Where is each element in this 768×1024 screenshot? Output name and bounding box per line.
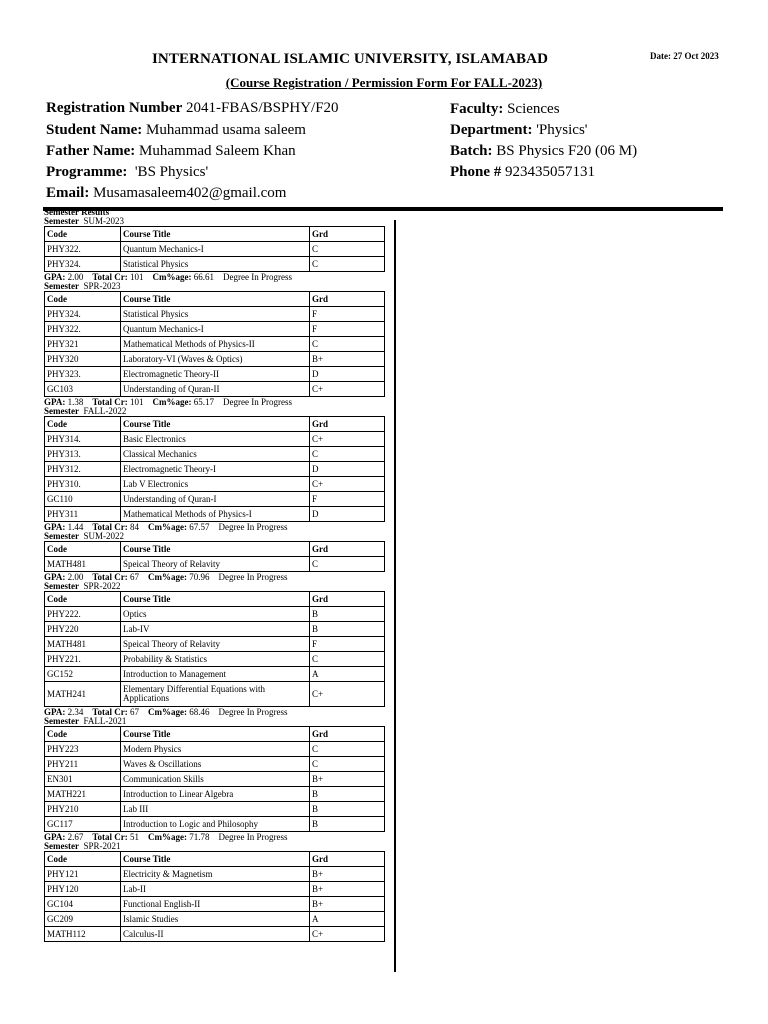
table-header-row: [45, 852, 385, 867]
batch-value: BS Physics F20 (06 M): [496, 143, 638, 159]
student-name-value: Muhammad usama saleem: [146, 122, 306, 138]
total-cr-label: Total Cr:: [92, 522, 128, 532]
course-title: Introduction to Management: [121, 667, 310, 682]
registration-number-label: Registration Number: [46, 100, 183, 116]
semester-name: FALL-2021: [83, 716, 127, 726]
table-row: [45, 352, 385, 367]
batch: [450, 143, 637, 160]
course-grade: A: [310, 667, 385, 682]
course-grade: D: [310, 367, 385, 382]
course-grade: B+: [310, 352, 385, 367]
semester-table: [44, 851, 385, 942]
course-title: Modern Physics: [121, 742, 310, 757]
course-grade: C+: [310, 477, 385, 492]
course-grade: F: [310, 307, 385, 322]
semester-table: [44, 726, 385, 832]
table-row: [45, 507, 385, 522]
semester-name: SPR-2022: [83, 581, 121, 591]
semester-name: SPR-2021: [83, 841, 121, 851]
total-cr-label: Total Cr:: [92, 572, 128, 582]
cm-label: Cm%age:: [148, 832, 187, 842]
cm-label: Cm%age:: [152, 272, 192, 282]
course-title: Lab-IV: [121, 622, 310, 637]
column-divider: [394, 220, 396, 972]
course-code: EN301: [45, 772, 121, 787]
course-code: MATH481: [45, 637, 121, 652]
table-row: [45, 882, 385, 897]
course-title: Classical Mechanics: [121, 447, 310, 462]
table-header-row: [45, 542, 385, 557]
course-grade: D: [310, 507, 385, 522]
table-row: [45, 382, 385, 397]
table-row: [45, 257, 385, 272]
father-name-label: Father Name:: [46, 143, 136, 159]
course-grade: F: [310, 637, 385, 652]
course-code: PHY222.: [45, 607, 121, 622]
col-code-header: Code: [45, 727, 121, 742]
course-grade: F: [310, 322, 385, 337]
table-row: [45, 742, 385, 757]
semester-name: FALL-2022: [83, 406, 127, 416]
table-header-row: [45, 227, 385, 242]
table-row: [45, 927, 385, 942]
semester-list: [44, 217, 384, 942]
course-grade: B: [310, 787, 385, 802]
course-title: Statistical Physics: [121, 307, 310, 322]
course-title: Electromagnetic Theory-I: [121, 462, 310, 477]
course-title: Quantum Mechanics-I: [121, 242, 310, 257]
course-grade: C: [310, 557, 385, 572]
gpa-label: GPA:: [44, 572, 66, 582]
semester-label-prefix: Semester: [44, 281, 79, 291]
table-row: [45, 912, 385, 927]
semester-label-prefix: Semester: [44, 216, 79, 226]
table-row: [45, 897, 385, 912]
course-code: PHY324.: [45, 257, 121, 272]
course-code: GC209: [45, 912, 121, 927]
course-grade: C: [310, 757, 385, 772]
col-title-header: Course Title: [121, 542, 310, 557]
course-title: Statistical Physics: [121, 257, 310, 272]
course-code: MATH221: [45, 787, 121, 802]
course-code: GC104: [45, 897, 121, 912]
course-grade: B: [310, 802, 385, 817]
table-header-row: [45, 727, 385, 742]
table-row: [45, 607, 385, 622]
gpa-value: 2.34: [67, 707, 84, 717]
gpa-value: 1.38: [67, 397, 84, 407]
col-grade-header: Grd: [310, 852, 385, 867]
course-code: MATH241: [45, 682, 121, 707]
course-title: Calculus-II: [121, 927, 310, 942]
cm-value: 71.78: [189, 832, 210, 842]
gpa-label: GPA:: [44, 397, 66, 407]
total-cr-label: Total Cr:: [92, 707, 128, 717]
col-code-header: Code: [45, 542, 121, 557]
semester-label-prefix: Semester: [44, 716, 79, 726]
table-row: [45, 622, 385, 637]
semester-label-prefix: Semester: [44, 531, 79, 541]
table-row: [45, 322, 385, 337]
degree-status: Degree In Progress: [218, 522, 288, 532]
table-row: [45, 367, 385, 382]
cm-label: Cm%age:: [148, 707, 187, 717]
course-grade: C: [310, 242, 385, 257]
course-title: Mathematical Methods of Physics-I: [121, 507, 310, 522]
course-grade: D: [310, 462, 385, 477]
table-row: [45, 447, 385, 462]
degree-status: Degree In Progress: [218, 832, 288, 842]
table-row: [45, 787, 385, 802]
table-row: [45, 652, 385, 667]
col-grade-header: Grd: [310, 417, 385, 432]
degree-status: Degree In Progress: [218, 572, 288, 582]
email-label: Email:: [46, 185, 90, 201]
course-code: PHY314.: [45, 432, 121, 447]
cm-value: 68.46: [189, 707, 210, 717]
col-code-header: Code: [45, 417, 121, 432]
course-grade: F: [310, 492, 385, 507]
course-grade: C: [310, 257, 385, 272]
course-title: Electromagnetic Theory-II: [121, 367, 310, 382]
semester-table: [44, 591, 385, 707]
table-row: [45, 802, 385, 817]
semester-table: [44, 541, 385, 572]
course-grade: B+: [310, 772, 385, 787]
course-grade: C+: [310, 432, 385, 447]
course-title: Laboratory-VI (Waves & Optics): [121, 352, 310, 367]
course-code: PHY320: [45, 352, 121, 367]
programme: [46, 164, 208, 181]
gpa-value: 2.00: [67, 572, 84, 582]
course-code: GC117: [45, 817, 121, 832]
semester-label: [44, 407, 384, 416]
semester-name: SUM-2022: [83, 531, 124, 541]
cm-label: Cm%age:: [148, 572, 187, 582]
semester-results-heading-text: Semester Results: [44, 207, 110, 217]
table-row: [45, 307, 385, 322]
university-title: INTERNATIONAL ISLAMIC UNIVERSITY, ISLAMABAD: [151, 51, 549, 67]
course-code: PHY322.: [45, 322, 121, 337]
course-title: Lab-II: [121, 882, 310, 897]
semester-label: [44, 217, 384, 226]
faculty-label: Faculty:: [450, 101, 504, 117]
course-grade: B+: [310, 897, 385, 912]
course-title: Understanding of Quran-I: [121, 492, 310, 507]
semester-results: [44, 208, 384, 942]
table-header-row: [45, 417, 385, 432]
col-grade-header: Grd: [310, 227, 385, 242]
gpa-value: 1.44: [67, 522, 84, 532]
course-grade: B+: [310, 882, 385, 897]
table-row: [45, 682, 385, 707]
col-grade-header: Grd: [310, 727, 385, 742]
gpa-label: GPA:: [44, 522, 66, 532]
gpa-label: GPA:: [44, 707, 66, 717]
form-subtitle: [0, 75, 768, 91]
course-title: Basic Electronics: [121, 432, 310, 447]
course-title: Optics: [121, 607, 310, 622]
table-row: [45, 817, 385, 832]
semester-label: [44, 842, 384, 851]
semester-table: [44, 416, 385, 522]
course-code: PHY322.: [45, 242, 121, 257]
course-grade: C: [310, 447, 385, 462]
course-grade: C+: [310, 927, 385, 942]
course-title: Probability & Statistics: [121, 652, 310, 667]
phone: [450, 164, 595, 181]
semester-table: [44, 291, 385, 397]
semester-label-prefix: Semester: [44, 841, 79, 851]
table-row: [45, 867, 385, 882]
course-code: PHY121: [45, 867, 121, 882]
semester-label: [44, 532, 384, 541]
course-title: Mathematical Methods of Physics-II: [121, 337, 310, 352]
col-title-header: Course Title: [121, 292, 310, 307]
table-row: [45, 492, 385, 507]
course-code: GC152: [45, 667, 121, 682]
faculty-value: Sciences: [507, 101, 560, 117]
table-row: [45, 667, 385, 682]
table-row: [45, 637, 385, 652]
course-code: MATH481: [45, 557, 121, 572]
total-cr-label: Total Cr:: [92, 397, 128, 407]
course-code: PHY310.: [45, 477, 121, 492]
table-header-row: [45, 592, 385, 607]
form-subtitle-text: (Course Registration / Permission Form For FALL-2023): [225, 75, 543, 90]
course-code: PHY321: [45, 337, 121, 352]
course-code: GC103: [45, 382, 121, 397]
course-code: PHY311: [45, 507, 121, 522]
table-row: [45, 337, 385, 352]
batch-label: Batch:: [450, 143, 493, 159]
course-title: Lab V Electronics: [121, 477, 310, 492]
table-row: [45, 432, 385, 447]
col-grade-header: Grd: [310, 292, 385, 307]
email: [46, 185, 286, 202]
total-cr-value: 67: [130, 707, 139, 717]
cm-value: 65.17: [193, 397, 214, 407]
semester-label-prefix: Semester: [44, 581, 79, 591]
registration-number: [46, 100, 339, 117]
course-grade: B+: [310, 867, 385, 882]
col-title-header: Course Title: [121, 727, 310, 742]
total-cr-label: Total Cr:: [92, 832, 128, 842]
course-title: Understanding of Quran-II: [121, 382, 310, 397]
course-code: PHY223: [45, 742, 121, 757]
col-title-header: Course Title: [121, 852, 310, 867]
form-date: Date: 27 Oct 2023: [650, 51, 719, 61]
father-name-value: Muhammad Saleem Khan: [139, 143, 296, 159]
course-code: PHY324.: [45, 307, 121, 322]
col-code-header: Code: [45, 292, 121, 307]
semester-label: [44, 582, 384, 591]
course-title: Speical Theory of Relavity: [121, 637, 310, 652]
total-cr-value: 67: [130, 572, 139, 582]
phone-label: Phone #: [450, 164, 502, 180]
course-code: PHY313.: [45, 447, 121, 462]
gpa-label: GPA:: [44, 832, 66, 842]
col-grade-header: Grd: [310, 542, 385, 557]
gpa-label: GPA:: [44, 272, 66, 282]
course-title: Speical Theory of Relavity: [121, 557, 310, 572]
programme-label: Programme:: [46, 164, 128, 180]
course-title: Introduction to Linear Algebra: [121, 787, 310, 802]
programme-value: 'BS Physics': [134, 164, 209, 180]
total-cr-value: 51: [130, 832, 139, 842]
col-code-header: Code: [45, 592, 121, 607]
total-cr-value: 84: [130, 522, 139, 532]
course-code: MATH112: [45, 927, 121, 942]
course-code: PHY323.: [45, 367, 121, 382]
cm-label: Cm%age:: [148, 522, 187, 532]
course-grade: C: [310, 742, 385, 757]
degree-status: Degree In Progress: [223, 397, 292, 407]
course-grade: B: [310, 607, 385, 622]
semester-label: [44, 282, 384, 291]
course-title: Elementary Differential Equations with Applications: [121, 682, 310, 707]
course-title: Functional English-II: [121, 897, 310, 912]
total-cr-value: 101: [130, 272, 144, 282]
gpa-value: 2.00: [67, 272, 84, 282]
table-header-row: [45, 292, 385, 307]
department-label: Department:: [450, 122, 533, 138]
col-title-header: Course Title: [121, 227, 310, 242]
course-code: PHY220: [45, 622, 121, 637]
phone-value: 923435057131: [505, 164, 596, 180]
course-code: PHY210: [45, 802, 121, 817]
degree-status: Degree In Progress: [223, 272, 292, 282]
course-title: Quantum Mechanics-I: [121, 322, 310, 337]
registration-number-value: 2041-FBAS/BSPHY/F20: [185, 100, 339, 116]
course-title: Lab III: [121, 802, 310, 817]
course-grade: B: [310, 817, 385, 832]
course-code: PHY211: [45, 757, 121, 772]
table-row: [45, 462, 385, 477]
email-value: Musamasaleem402@gmail.com: [93, 185, 287, 201]
course-title: Waves & Oscillations: [121, 757, 310, 772]
gpa-value: 2.67: [67, 832, 84, 842]
course-grade: A: [310, 912, 385, 927]
department: [450, 122, 587, 139]
course-code: GC110: [45, 492, 121, 507]
degree-status: Degree In Progress: [218, 707, 288, 717]
father-name: [46, 143, 296, 160]
semester-name: SUM-2023: [83, 216, 124, 226]
cm-value: 67.57: [189, 522, 210, 532]
course-grade: C+: [310, 382, 385, 397]
course-code: PHY312.: [45, 462, 121, 477]
total-cr-value: 101: [130, 397, 144, 407]
course-grade: C: [310, 337, 385, 352]
cm-label: Cm%age:: [152, 397, 192, 407]
total-cr-label: Total Cr:: [92, 272, 128, 282]
course-title: Communication Skills: [121, 772, 310, 787]
table-row: [45, 557, 385, 572]
semester-table: [44, 226, 385, 272]
course-code: PHY221.: [45, 652, 121, 667]
table-row: [45, 772, 385, 787]
col-code-header: Code: [45, 852, 121, 867]
semester-label: [44, 717, 384, 726]
course-title: Electricity & Magnetism: [121, 867, 310, 882]
student-name-label: Student Name:: [46, 122, 143, 138]
course-code: PHY120: [45, 882, 121, 897]
table-row: [45, 757, 385, 772]
course-grade: C: [310, 652, 385, 667]
course-title: Introduction to Logic and Philosophy: [121, 817, 310, 832]
table-row: [45, 242, 385, 257]
course-grade: B: [310, 622, 385, 637]
student-name: [46, 122, 306, 139]
table-row: [45, 477, 385, 492]
col-title-header: Course Title: [121, 417, 310, 432]
semester-label-prefix: Semester: [44, 406, 79, 416]
col-title-header: Course Title: [121, 592, 310, 607]
cm-value: 66.61: [193, 272, 214, 282]
course-title: Islamic Studies: [121, 912, 310, 927]
col-code-header: Code: [45, 227, 121, 242]
department-value: 'Physics': [536, 122, 588, 138]
col-grade-header: Grd: [310, 592, 385, 607]
cm-value: 70.96: [189, 572, 210, 582]
course-grade: C+: [310, 682, 385, 707]
faculty: [450, 101, 560, 118]
semester-name: SPR-2023: [83, 281, 121, 291]
